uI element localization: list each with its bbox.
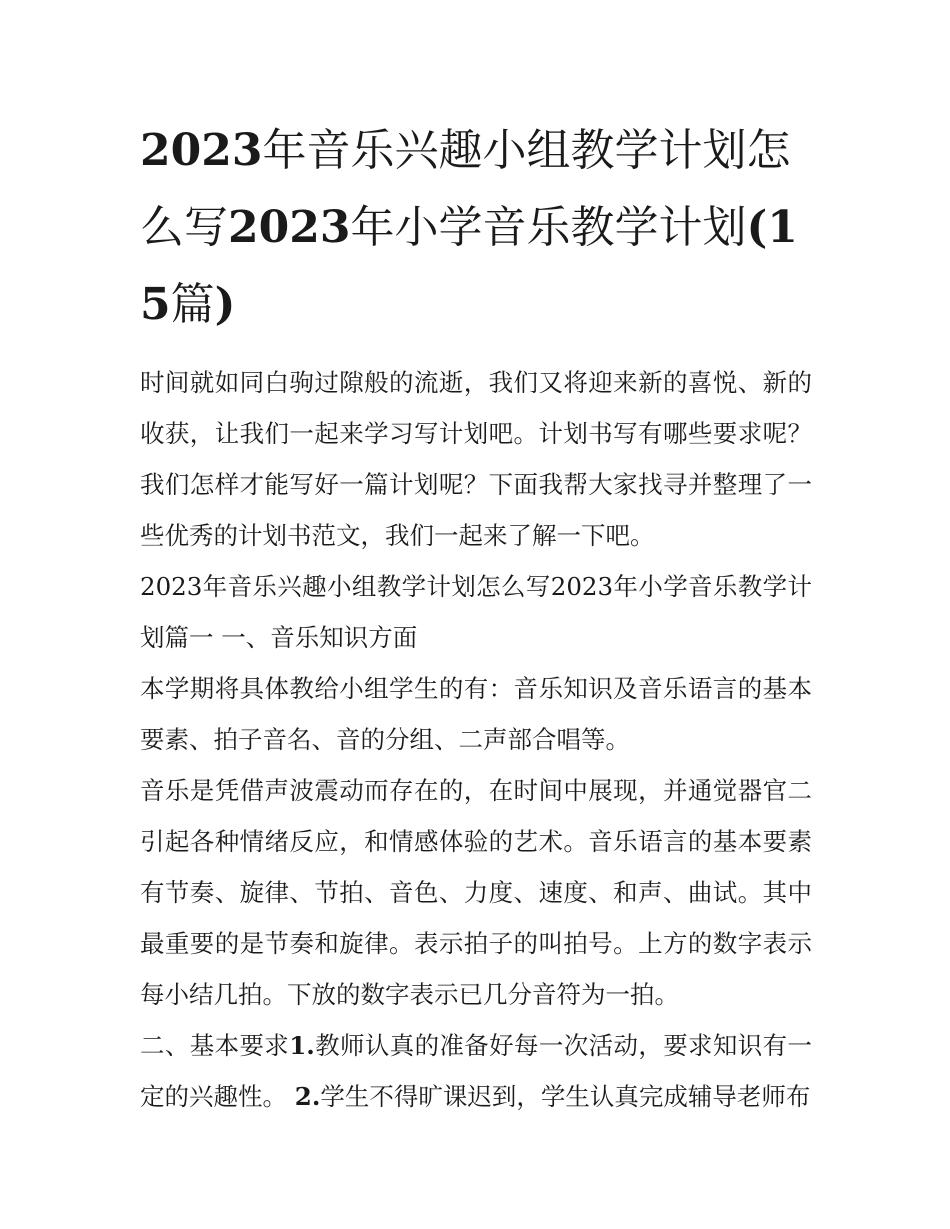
title-part-2: 年音乐兴趣小组教学计划怎么写 xyxy=(140,125,791,253)
paragraph-section-heading: 2023年音乐兴趣小组教学计划怎么写2023年小学音乐教学计划篇一 一、音乐知识方面 xyxy=(140,572,812,652)
requirement-number-1: 1. xyxy=(289,1031,315,1060)
requirement-text-2: 学生不得旷课迟到，学生认真完成辅导老师布 xyxy=(320,1082,811,1111)
paragraph-basic-requirements xyxy=(140,1020,812,1122)
requirements-heading: 二、基本要求 xyxy=(140,1031,290,1060)
document-title xyxy=(140,112,812,343)
title-year-2: 2023 xyxy=(228,202,351,253)
paragraph-intro: 时间就如同白驹过隙般的流逝，我们又将迎来新的喜悦、新的收获，让我们一起来学习写计划吧。计划书写有哪些要求呢？我们怎样才能写好一篇计划呢？下面我帮大家找寻并整理了一些优秀的计划书范文，我们一起来了解一下吧。 xyxy=(140,368,812,550)
requirement-number-2: 2. xyxy=(294,1082,321,1111)
title-close-paren: ) xyxy=(214,279,236,330)
title-count: (15 xyxy=(140,202,798,330)
title-year-1: 2023 xyxy=(140,125,263,176)
paragraph-music-elements: 音乐是凭借声波震动而存在的，在时间中展现，并通觉器官二引起各种情绪反应，和情感体验的艺术。音乐语言的基本要素有节奏、旋律、节拍、音色、力度、速度、和声、曲试。其中最重要的是节奏和旋律。表示拍子的叫拍号。上方的数字表示每小结几拍。下放的数字表示已几分音符为一拍。 xyxy=(140,776,812,1009)
title-part-6: 篇 xyxy=(170,279,215,330)
paragraph-teaching-content: 本学期将具体教给小组学生的有：音乐知识及音乐语言的基本要素、拍子音名、音的分组、二声部合唱等。 xyxy=(140,674,812,754)
requirement-text-1: 教师认真的准备好每一次活动，要求知识有一定的兴趣性。 xyxy=(140,1031,813,1111)
title-part-4: 年小学音乐教学计划 xyxy=(350,202,747,253)
